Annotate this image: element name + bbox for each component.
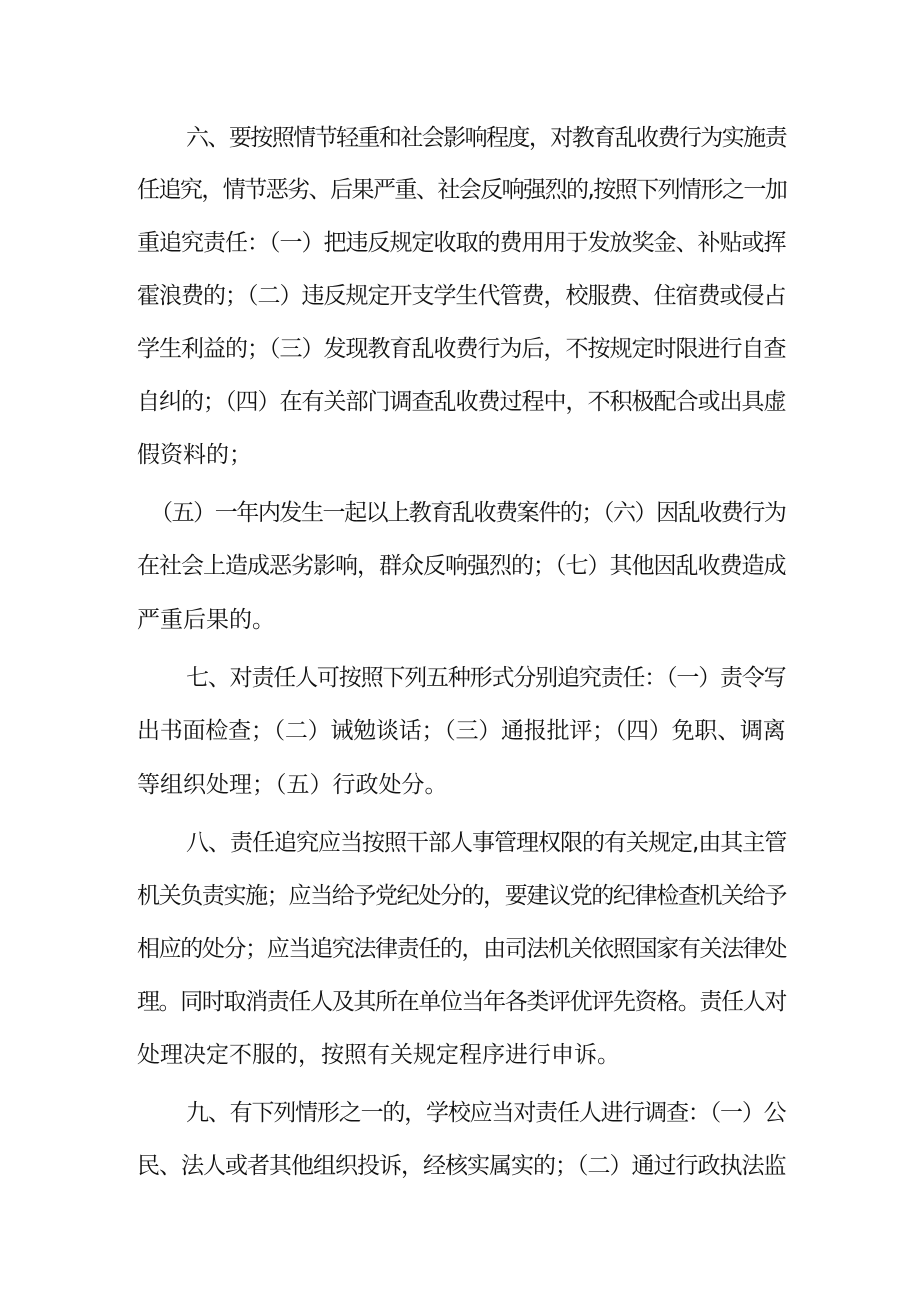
paragraph-6-line-1: 六、要按照情节轻重和社会影响程度，对教育乱收费行为实施责 (186, 125, 787, 151)
paragraph-8-line-1: 八、责任追究应当按照干部人事管理权限的有关规定,由其主管 (186, 830, 787, 856)
paragraph-8-line-4: 理。同时取消责任人及其所在单位当年各类评优评先资格。责任人对 (137, 989, 787, 1015)
paragraph-6-line-3: 重追究责任：（一）把违反规定收取的费用用于发放奖金、补贴或挥 (137, 230, 786, 256)
paragraph-6-line-2: 任追究，情节恶劣、后果严重、社会反响强烈的,按照下列情形之一加 (137, 177, 787, 203)
paragraph-6b-line-1: （五）一年内发生一起以上教育乱收费案件的；（六）因乱收费行为 (150, 500, 786, 526)
paragraph-6b-line-3: 严重后果的。 (137, 607, 275, 633)
paragraph-7-line-2: 出书面检查；（二）诫勉谈话；（三）通报批评；（四）免职、调离 (137, 718, 786, 744)
paragraph-6b-line-2: 在社会上造成恶劣影响，群众反响强烈的；（七）其他因乱收费造成 (137, 553, 786, 579)
paragraph-6-line-5: 学生利益的；（三）发现教育乱收费行为后，不按规定时限进行自查 (137, 336, 786, 362)
paragraph-6-line-4: 霍浪费的；（二）违反规定开支学生代管费，校服费、住宿费或侵占 (137, 283, 786, 309)
paragraph-7-line-3: 等组织处理；（五）行政处分。 (137, 772, 448, 798)
paragraph-6-line-7: 假资料的； (137, 442, 252, 468)
paragraph-8-line-5: 处理决定不服的，按照有关规定程序进行申诉。 (137, 1042, 620, 1068)
paragraph-7-line-1: 七、对责任人可按照下列五种形式分别追究责任：（一）责令写 (186, 665, 786, 691)
paragraph-8-line-3: 相应的处分；应当追究法律责任的，由司法机关依照国家有关法律处 (137, 936, 787, 962)
paragraph-9-line-2: 民、法人或者其他组织投诉，经核实属实的；（二）通过行政执法监 (137, 1153, 786, 1179)
paragraph-8-line-2: 机关负责实施；应当给予党纪处分的，要建议党的纪律检查机关给予 (137, 883, 787, 909)
paragraph-6-line-6: 自纠的；（四）在有关部门调查乱收费过程中，不积极配合或出具虚 (137, 389, 786, 415)
paragraph-9-line-1: 九、有下列情形之一的，学校应当对责任人进行调查：（一）公 (186, 1100, 786, 1126)
